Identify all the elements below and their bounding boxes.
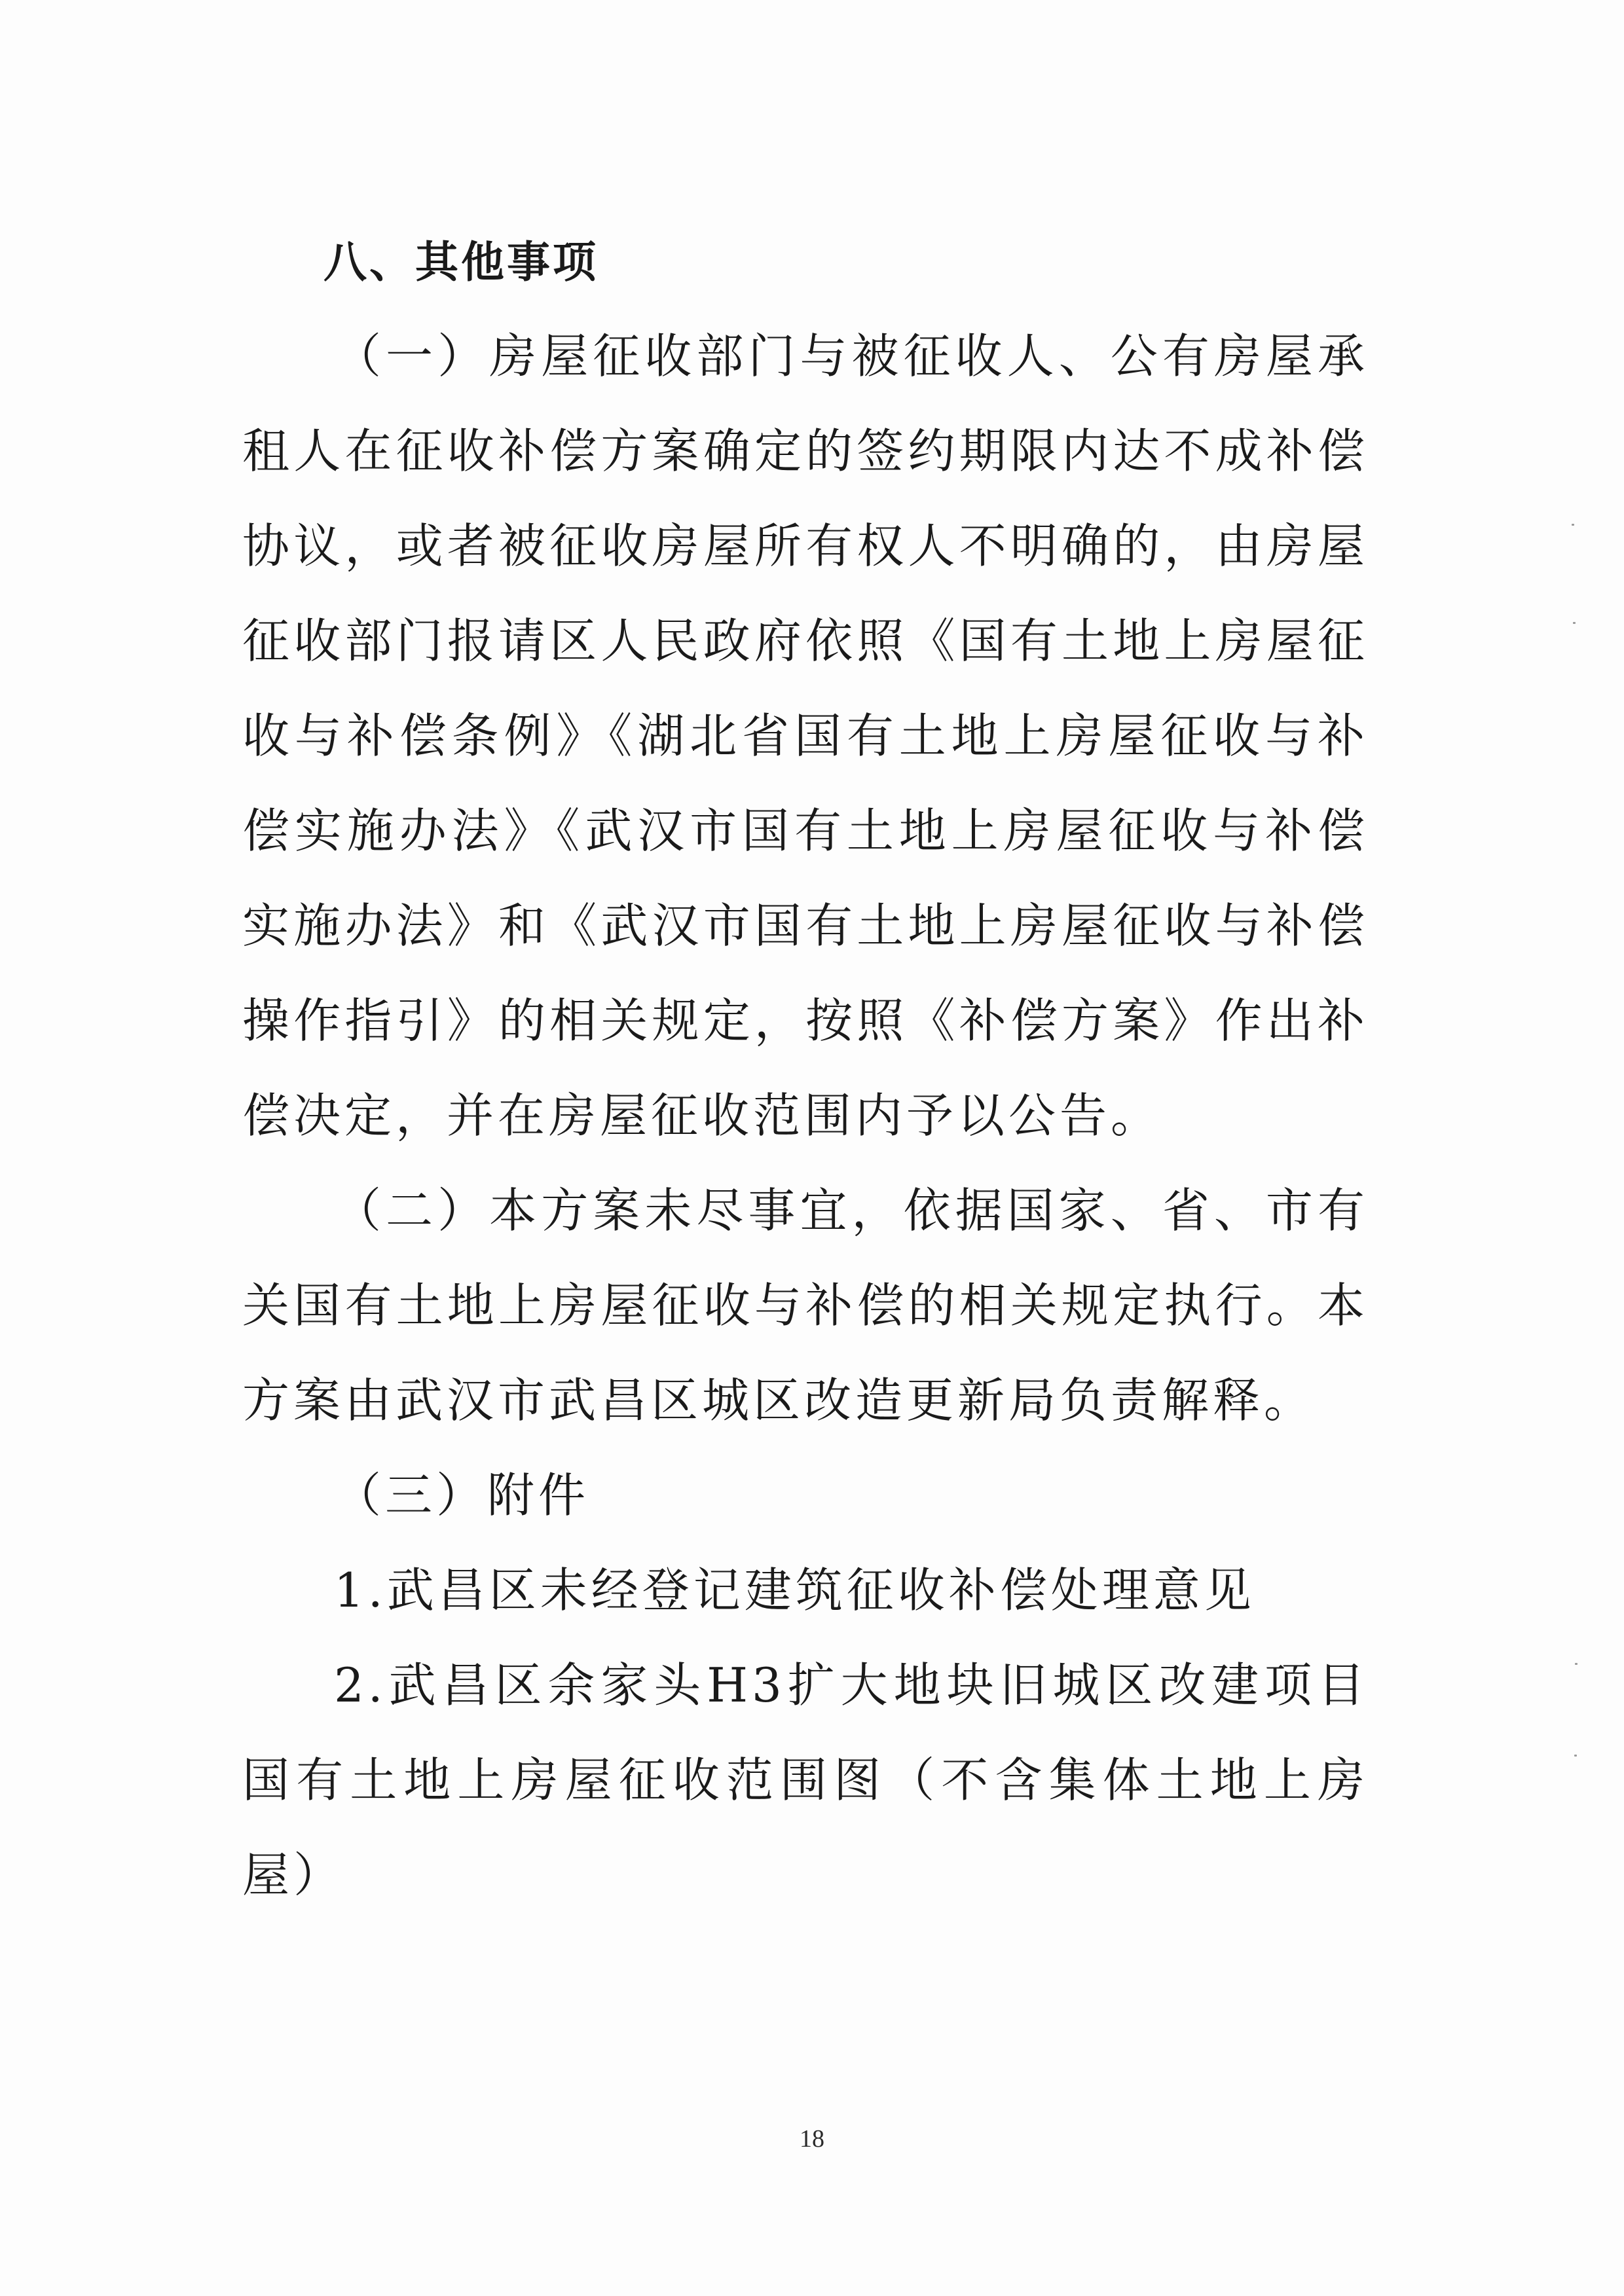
scan-speck [1573, 622, 1576, 624]
paragraph-2: （二）本方案未尽事宜，依据国家、省、市有关国有土地上房屋征收与补偿的相关规定执行。本方案由武汉市武昌区城区改造更新局负责解释。 [242, 1183, 1369, 1428]
paragraph-attachments-title: （三）附件 [334, 1468, 590, 1523]
document-body [242, 216, 1369, 1923]
scan-speck [1574, 1755, 1577, 1757]
paragraph-1: （一）房屋征收部门与被征收人、公有房屋承租人在征收补偿方案确定的签约期限内达不成补偿协议，或者被征收房屋所有权人不明确的，由房屋征收部门报请区人民政府依照《国有土地上房屋征收与补偿条例》《湖北省国有土地上房屋征收与补偿实施办法》《武汉市国有土地上房屋征收与补偿实施办法》和《武汉市国有土地上房屋征收与补偿操作指引》的相关规定，按照《补偿方案》作出补偿决定，并在房屋征收范围内予以公告。 [242, 329, 1369, 1143]
scan-speck [1575, 1663, 1578, 1665]
attachment-item-1: 1.武昌区未经登记建筑征收补偿处理意见 [334, 1563, 1255, 1618]
section-heading: 八、其他事项 [323, 237, 599, 287]
attachment-item-2: 2.武昌区余家头H3扩大地块旧城区改建项目国有土地上房屋征收范围图（不含集体土地上房屋） [242, 1658, 1369, 1903]
scan-speck [1572, 524, 1574, 526]
page-number: 18 [800, 2125, 824, 2153]
